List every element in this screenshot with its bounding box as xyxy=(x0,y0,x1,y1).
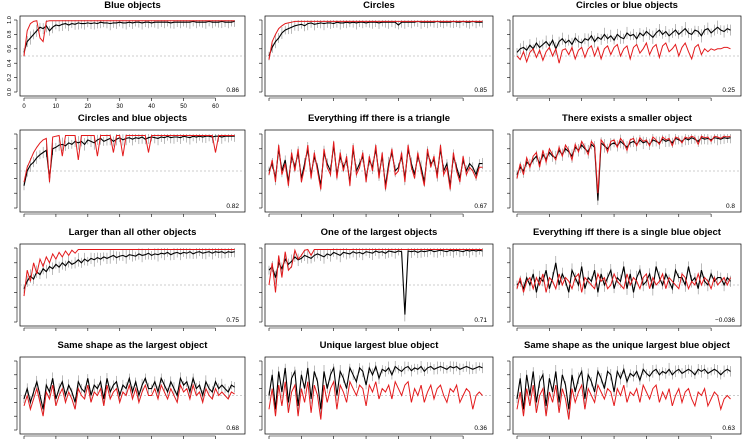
x-tick-label: 10 xyxy=(52,104,60,110)
series-line-black xyxy=(517,369,731,409)
x-tick-label: 0 xyxy=(22,104,26,110)
chart-title: Everything iff there is a single blue object xyxy=(533,227,721,238)
chart-panel xyxy=(245,0,493,102)
x-tick-label: 20 xyxy=(84,104,92,110)
series-line-red xyxy=(517,385,731,420)
y-tick-label: 0.6 xyxy=(7,44,13,53)
y-tick-label: 0.0 xyxy=(7,88,13,96)
chart-panel xyxy=(493,340,741,440)
chart-plot xyxy=(0,244,245,332)
chart-title: There exists a smaller object xyxy=(562,113,692,124)
y-tick-label: 0.4 xyxy=(7,59,13,68)
correlation-label: 0.68 xyxy=(226,425,239,432)
series-line-red xyxy=(269,382,483,420)
chart-plot xyxy=(0,357,245,440)
correlation-label: −0.036 xyxy=(714,317,735,324)
correlation-label: 0.63 xyxy=(722,425,735,432)
chart-panel xyxy=(493,0,741,102)
y-tick-label: 0.2 xyxy=(7,73,13,82)
chart-panel xyxy=(245,113,493,218)
x-tick-label: 50 xyxy=(180,104,187,110)
series-line-black xyxy=(24,136,235,186)
series-line-black xyxy=(269,367,483,410)
correlation-label: 0.75 xyxy=(226,317,239,324)
x-tick-label: 40 xyxy=(148,104,155,110)
correlation-label: 0.67 xyxy=(474,203,487,210)
chart-title: Unique largest blue object xyxy=(319,340,439,351)
chart-panel xyxy=(493,113,741,218)
y-tick-label: 1.0 xyxy=(7,16,13,24)
series-line-red xyxy=(269,141,483,189)
chart-plot xyxy=(245,244,493,332)
correlation-label: 0.71 xyxy=(474,317,487,324)
chart-title: Everything iff there is a triangle xyxy=(307,113,450,124)
chart-title: Circles and blue objects xyxy=(77,113,188,124)
chart-title: Blue objects xyxy=(104,0,161,11)
correlation-label: 0.25 xyxy=(722,87,735,94)
chart-plot xyxy=(0,130,245,218)
chart-plot xyxy=(493,244,741,332)
correlation-label: 0.36 xyxy=(474,425,487,432)
chart-title: Larger than all other objects xyxy=(68,227,197,238)
x-tick-label: 60 xyxy=(212,104,219,110)
chart-panel xyxy=(245,227,493,332)
chart-panel xyxy=(0,113,245,218)
chart-plot xyxy=(493,130,741,218)
correlation-label: 0.8 xyxy=(725,203,735,210)
chart-panel xyxy=(245,340,493,440)
chart-title: Same shape as the unique largest blue object xyxy=(524,340,730,351)
chart-panel xyxy=(0,340,245,440)
series-line-red xyxy=(269,21,483,59)
chart-plot xyxy=(245,130,493,218)
correlation-label: 0.86 xyxy=(226,87,239,94)
chart-title: Circles xyxy=(363,0,395,11)
chart-plot xyxy=(493,16,741,102)
chart-panel xyxy=(0,227,245,332)
chart-plot xyxy=(493,357,741,440)
correlation-label: 0.85 xyxy=(474,87,487,94)
chart-plot xyxy=(245,16,493,102)
chart-title: One of the largest objects xyxy=(320,227,438,238)
series-line-red xyxy=(517,274,731,293)
series-line-red xyxy=(24,385,235,416)
chart-panel xyxy=(0,0,245,110)
series-line-black xyxy=(269,250,483,314)
chart-panel xyxy=(493,227,741,332)
chart-plot xyxy=(0,16,245,110)
y-tick-label: 0.8 xyxy=(7,30,13,39)
chart-title: Circles or blue objects xyxy=(576,0,678,11)
chart-title: Same shape as the largest object xyxy=(57,340,208,351)
x-tick-label: 30 xyxy=(116,104,124,110)
chart-plot xyxy=(245,357,493,440)
correlation-label: 0.82 xyxy=(226,203,239,210)
